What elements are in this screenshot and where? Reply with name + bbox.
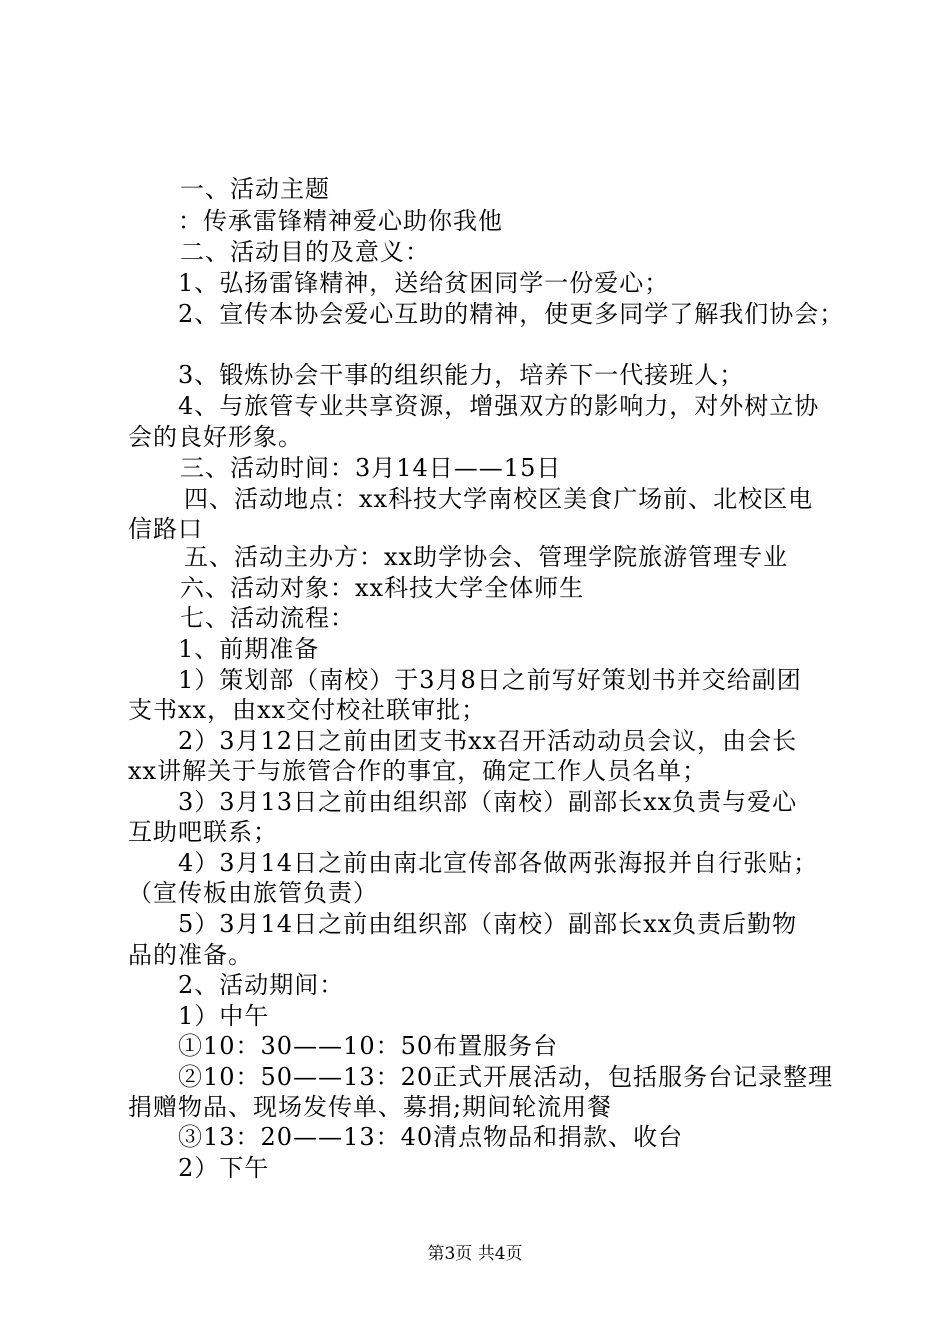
section-heading: 三、活动时间：3月14日——15日 bbox=[180, 454, 562, 482]
body-text-line: 2）3月12日之前由团支书xx召开活动动员会议，由会长 bbox=[178, 727, 798, 755]
body-text-line: ②10：50——13：20正式开展活动，包括服务台记录整理 bbox=[178, 1063, 834, 1091]
body-text-line: 捐赠物品、现场发传单、募捐;期间轮流用餐 bbox=[128, 1093, 613, 1121]
section-heading: 四、活动地点：xx科技大学南校区美食广场前、北校区电 bbox=[184, 485, 814, 513]
body-text-line: 3、锻炼协会干事的组织能力，培养下一代接班人； bbox=[178, 361, 745, 389]
body-text-line: 4、与旅管专业共享资源，增强双方的影响力，对外树立协 bbox=[178, 392, 820, 420]
section-heading: 五、活动主办方：xx助学协会、管理学院旅游管理专业 bbox=[184, 543, 789, 571]
body-text-line: xx讲解关于与旅管合作的事宜，确定工作人员名单； bbox=[128, 757, 708, 785]
body-text-line: 支书xx，由xx交付校社联审批； bbox=[128, 696, 487, 724]
body-text-line: 互助吧联系； bbox=[128, 818, 278, 846]
body-text-line: 信路口 bbox=[128, 515, 203, 543]
body-text-line: ：传承雷锋精神爱心助你我他 bbox=[178, 207, 503, 235]
body-text-line: 4）3月14日之前由南北宣传部各做两张海报并自行张贴； bbox=[178, 849, 819, 877]
section-heading: 六、活动对象：xx科技大学全体师生 bbox=[180, 574, 585, 602]
body-text-line: ③13：20——13：40清点物品和捐款、收台 bbox=[178, 1123, 684, 1151]
body-text-line: （宣传板由旅管负责） bbox=[128, 879, 378, 907]
body-text-line: 5）3月14日之前由组织部（南校）副部长xx负责后勤物 bbox=[178, 910, 798, 938]
body-text-line: 2）下午 bbox=[178, 1154, 270, 1182]
body-text-line: 品的准备。 bbox=[128, 941, 253, 969]
page-number-footer: 第3页 共4页 bbox=[427, 1244, 523, 1264]
subsection-heading: 1、前期准备 bbox=[178, 635, 320, 663]
body-text-line: 1）策划部（南校）于3月8日之前写好策划书并交给副团 bbox=[178, 666, 802, 694]
section-heading: 一、活动主题 bbox=[180, 175, 330, 203]
body-text-line: 2、宣传本协会爱心互助的精神，使更多同学了解我们协会； bbox=[178, 300, 845, 328]
subsection-heading: 2、活动期间： bbox=[178, 971, 345, 999]
section-heading: 七、活动流程： bbox=[180, 604, 355, 632]
section-heading: 二、活动目的及意义： bbox=[180, 238, 430, 266]
body-text-line: 3）3月13日之前由组织部（南校）副部长xx负责与爱心 bbox=[178, 788, 798, 816]
body-text-line: 会的良好形象。 bbox=[128, 423, 303, 451]
body-text-line: 1）中午 bbox=[178, 1002, 270, 1030]
body-text-line: 1、弘扬雷锋精神，送给贫困同学一份爱心； bbox=[178, 269, 670, 297]
body-text-line: ①10：30——10：50布置服务台 bbox=[178, 1032, 559, 1060]
